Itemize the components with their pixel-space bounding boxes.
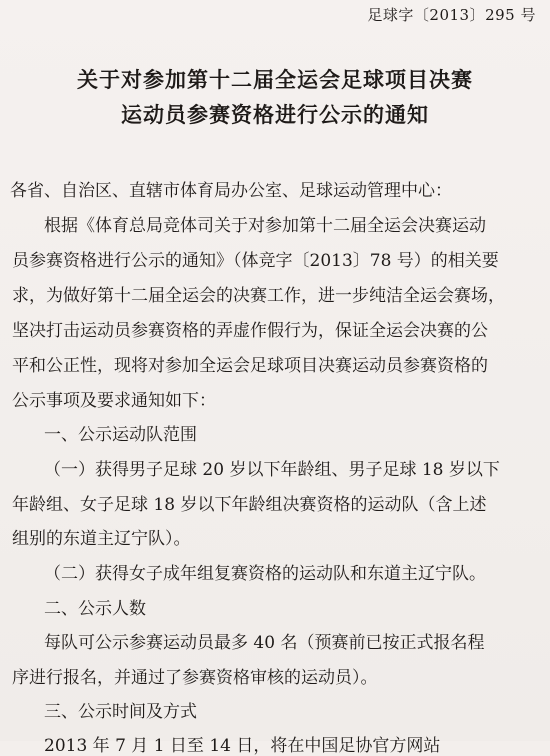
body-line: 序进行报名，并通过了参赛资格审核的运动员）。: [12, 668, 378, 688]
body-line: 组别的东道主辽宁队）。: [12, 529, 191, 549]
body-line: 平和公正性，现将对参加全运会足球项目决赛运动员参赛资格的: [12, 356, 488, 376]
body-line: 2013 年 7 月 1 日至 14 日，将在中国足协官方网站: [44, 736, 441, 756]
section-heading: 二、公示人数: [44, 599, 146, 619]
section-heading: 一、公示运动队范围: [44, 425, 197, 445]
document-number: 足球字〔2013〕295 号: [367, 6, 536, 24]
body-line: 根据《体育总局竞体司关于对参加第十二届全运会决赛运动: [44, 216, 486, 236]
body-line: 公示事项及要求通知如下：: [12, 391, 216, 411]
body-line: 求，为做好第十二届全运会的决赛工作，进一步纯洁全运会赛场，: [12, 286, 505, 306]
body-line: （二）获得女子成年组复赛资格的运动队和东道主辽宁队。: [44, 564, 486, 584]
body-line: 年龄组、女子足球 18 岁以下年龄组决赛资格的运动队（含上述: [12, 495, 487, 515]
section-heading: 三、公示时间及方式: [44, 702, 197, 722]
title-line-1: 关于对参加第十二届全运会足球项目决赛: [77, 68, 473, 92]
body-line: 每队可公示参赛运动员最多 40 名（预赛前已按正式报名程: [44, 633, 485, 653]
salutation: 各省、自治区、直辖市体育局办公室、足球运动管理中心：: [10, 181, 452, 201]
body-line: 员参赛资格进行公示的通知》（体竞字〔2013〕78 号）的相关要: [12, 251, 499, 271]
body-line: 坚决打击运动员参赛资格的弄虚作假行为，保证全运会决赛的公: [12, 321, 488, 341]
title-line-2: 运动员参赛资格进行公示的通知: [121, 103, 429, 127]
body-line: （一）获得男子足球 20 岁以下年龄组、男子足球 18 岁以下: [44, 460, 500, 480]
